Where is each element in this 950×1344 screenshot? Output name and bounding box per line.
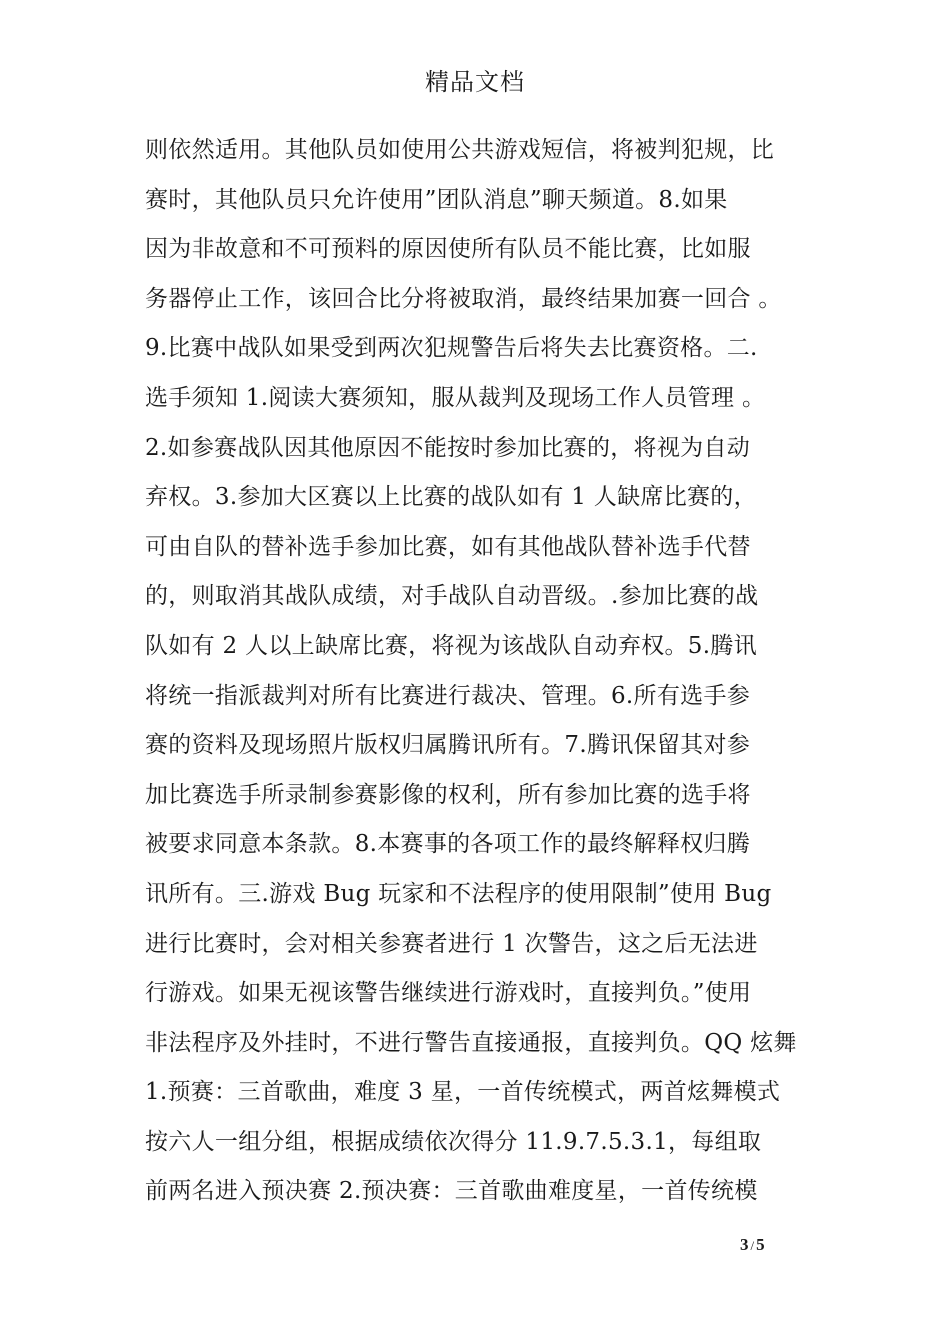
page-header: 精品文档 xyxy=(425,68,525,96)
text-line: 弃权。3.参加大区赛以上比赛的战队如有 1 人缺席比赛的， xyxy=(145,484,757,511)
text-line: 2.如参赛战队因其他原因不能按时参加比赛的，将视为自动 xyxy=(145,434,751,461)
document-body xyxy=(145,126,810,1217)
text-line: 进行比赛时，会对相关参赛者进行 1 次警告，这之后无法进 xyxy=(145,930,758,957)
text-line: 前两名进入预决赛 2.预决赛：三首歌曲难度星，一首传统模 xyxy=(145,1178,758,1205)
text-line: 务器停止工作，该回合比分将被取消，最终结果加赛一回合 。 xyxy=(145,285,782,312)
text-line: 则依然适用。其他队员如使用公共游戏短信，将被判犯规，比 xyxy=(145,137,775,163)
text-line: 行游戏。如果无视该警告继续进行游戏时，直接判负。”使用 xyxy=(145,980,752,1007)
text-line: 可由自队的替补选手参加比赛，如有其他战队替补选手代替 xyxy=(145,533,751,560)
text-line: 加比赛选手所录制参赛影像的权利，所有参加比赛的选手将 xyxy=(145,781,751,808)
text-line: 9.比赛中战队如果受到两次犯规警告后将失去比赛资格。二. xyxy=(145,335,758,362)
text-line: 将统一指派裁判对所有比赛进行裁决、管理。6.所有选手参 xyxy=(145,682,751,709)
text-line: 赛的资料及现场照片版权归属腾讯所有。7.腾讯保留其对参 xyxy=(145,732,751,759)
text-line: 非法程序及外挂时，不进行警告直接通报，直接判负。QQ 炫舞 xyxy=(145,1029,797,1056)
text-line: 1.预赛：三首歌曲，难度 3 星，一首传统模式，两首炫舞模式 xyxy=(145,1079,781,1106)
text-line: 讯所有。三.游戏 Bug 玩家和不法程序的使用限制”使用 Bug xyxy=(145,880,772,907)
text-line: 按六人一组分组，根据成绩依次得分 11.9.7.5.3.1，每组取 xyxy=(145,1128,762,1155)
page-number xyxy=(740,1234,765,1257)
page-separator: / xyxy=(750,1238,755,1253)
total-pages: 5 xyxy=(756,1235,765,1254)
text-line: 被要求同意本条款。8.本赛事的各项工作的最终解释权归腾 xyxy=(145,831,751,858)
text-line: 赛时，其他队员只允许使用”团队消息”聊天频道。8.如果 xyxy=(145,186,728,213)
text-line: 队如有 2 人以上缺席比赛，将视为该战队自动弃权。5.腾讯 xyxy=(145,632,757,659)
current-page: 3 xyxy=(740,1235,749,1254)
text-line: 的，则取消其战队成绩，对手战队自动晋级。.参加比赛的战 xyxy=(145,583,759,610)
text-line: 选手须知 1.阅读大赛须知，服从裁判及现场工作人员管理 。 xyxy=(145,384,766,411)
text-line: 因为非故意和不可预料的原因使所有队员不能比赛，比如服 xyxy=(145,236,751,263)
